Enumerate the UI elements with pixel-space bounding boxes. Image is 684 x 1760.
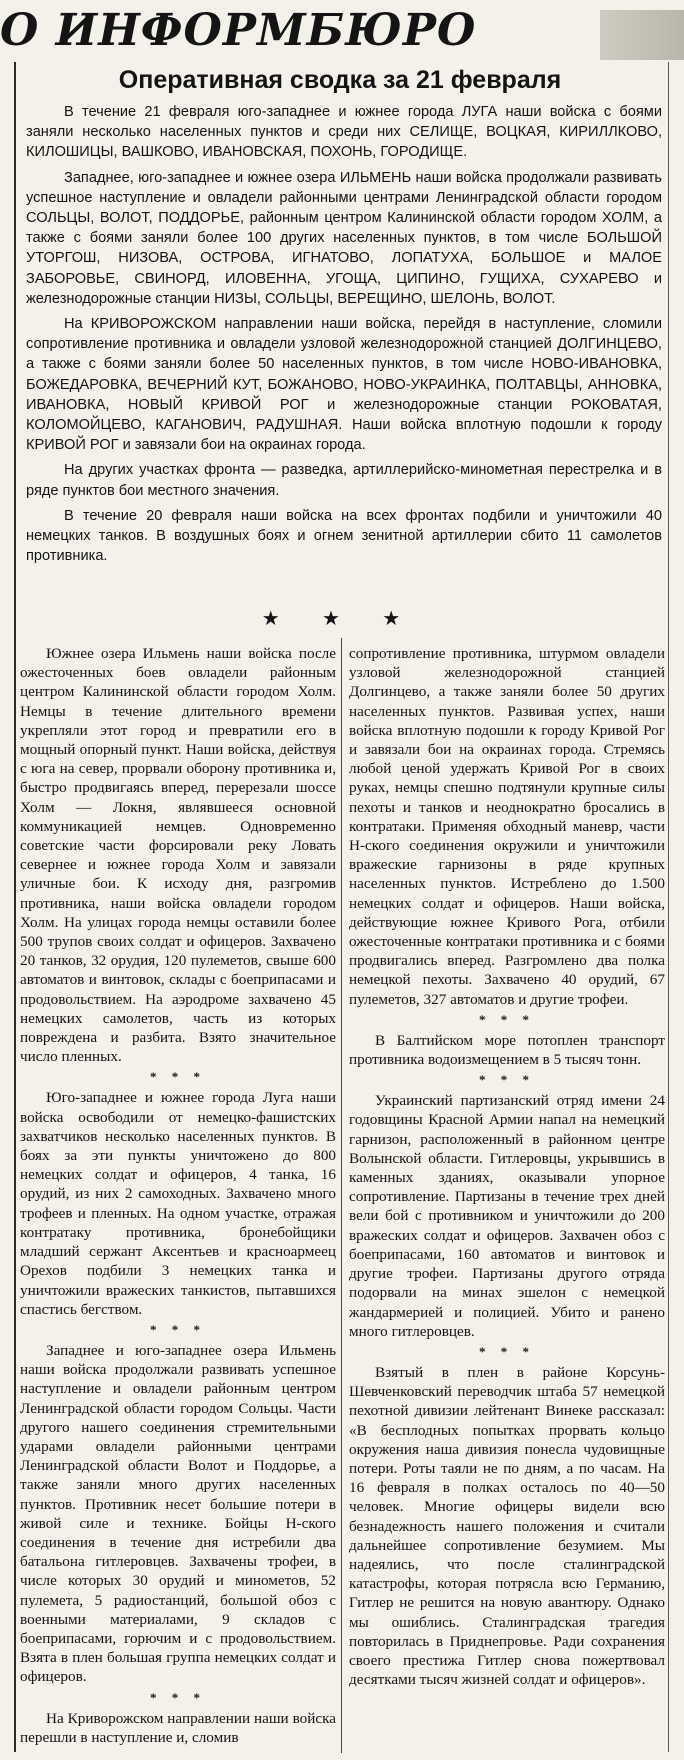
paragraph-separator: * * *	[479, 1343, 535, 1359]
column-rule-left	[14, 62, 16, 1752]
column-paragraph: Украинский партизанский отряд имени 24 годовщины Красной Армии напал на немецкий гарнизон, расположенный в районном центре Волынской области. Гитлеровцы, укрывшись в каменных зданиях, оказывали упорное сопротивление. Партизаны в течение трех дней вели бой с противником и уничтожили до 200 вражеских солдат и офицеров. Захвачен обоз с боеприпасами, 160 автоматов и винтовок и другие трофеи. Партизаны другого отряда подорвали на минах эшелон с немецкой жандармерией и полицией. Убито и ранено много гитлеровцев.	[349, 1092, 665, 1340]
summary-paragraph: В течение 20 февраля наши войска на всех фронтах подбили и уничтожили 40 немецких танков. В воздушных боях и огнем зенитной артиллерии сбито 11 самолетов противника.	[26, 507, 662, 565]
article-headline: Оперативная сводка за 21 февраля	[118, 66, 562, 94]
summary-paragraph: На КРИВОРОЖСКОМ направлении наши войска, перейдя в наступление, сломили сопротивление противника и овладели узловой железнодорожной станцией ДОЛГИНЦЕВО, а также с боями заняли более 50 населенных пунктов, в том числе НОВО-ИВАНОВКА, БОЖЕДАРОВКА, ВЕЧЕРНИЙ КУТ, БОЖАНОВО, НОВО-УКРАИНКА, ПОЛТАВЦЫ, АННОВКА, ИВАНОВКА, НОВЫЙ КРИВОЙ РОГ и железнодорожные станции РОКОВАТАЯ, КОЛОМОЙЦЕВО, КАГАНОВИЧ, РАДУШНАЯ. Наши войска вплотную подошли к городу КРИВОЙ РОГ и завязали бои на окраинах города.	[26, 316, 662, 454]
right-column	[349, 644, 665, 1689]
column-paragraph-continued: сопротивление противника, штурмом овладели узловой железнодорожной станцией Долгинцево, а также заняли более 50 других населенных пунктов. Развивая успех, наши войска вплотную подошли к городу Кривой Рог и завязали бои на окраинах города. Стремясь любой ценой удержать Кривой Рог в своих руках, немцы спешно подтянули крупные силы пехоты и танков и неоднократно бросались в контратаки. Применяя обходный маневр, части Н-ского соединения окружили и уничтожили вражеские гарнизоны в ряде крупных населенных пунктов. Истреблено до 1.500 немецких солдат и офицеров. Наши войска, действующие южнее Кривого Рога, отбили ожесточенные контратаки противника и с боями продвигались вперед. Разгромлено два полка немецкой пехоты. Захвачено 40 орудий, 67 пулеметов, 327 автоматов и другие трофеи.	[349, 645, 665, 1008]
column-rule-right	[668, 62, 669, 1752]
paragraph-separator: * * *	[150, 1689, 206, 1705]
masthead-title: О ИНФОРМБЮРО	[0, 5, 477, 56]
column-paragraph: Юго-западнее и южнее города Луга наши войска освободили от немецко-фашистских захватчиков несколько населенных пунктов. В боях за эти пункты уничтожено до 800 немецких солдат и офицеров, 4 танка, 16 орудий, из них 2 самоходных. Захвачено много трофеев и пленных. На одном участке, отражая контратаку противника, бронебойщики младший сержант Аксентьев и красноармеец Орехов подбили 3 немецких танка и уничтожили вражеских танкистов, пытавшихся спастись бегством.	[20, 1089, 336, 1318]
summary-paragraph: Западнее, юго-западнее и южнее озера ИЛЬМЕНЬ наши войска продолжали развивать успешное наступление и овладели районными центрами Ленинградской области городом СОЛЬЦЫ, ВОЛОТ, ПОДДОРЬЕ, районным центром Калининской области городом ХОЛМ, а также с боями заняли более 100 других населенных пунктов, в том числе БОЛЬШОЙ УТОРГОШ, НИЗОВА, ОСТРОВА, ИГНАТОВО, ЛОПАТУХА, БОЛЬШОЕ и МАЛОЕ ЗАБОРОВЬЕ, СВИНОРД, ИЛОВЕННА, УГОЩА, ЦИПИНО, ГУЩИХА, СУХАРЕВО и железнодорожные станции НИЗЫ, СОЛЬЦЫ, ВЕРЕЩИНО, ШЕЛОНЬ, ВОЛОТ.	[26, 169, 662, 307]
column-paragraph: На Криворожском направлении наши войска перешли в наступление и, сломив	[20, 1709, 336, 1746]
paragraph-separator: * * *	[150, 1069, 206, 1085]
column-paragraph: Южнее озера Ильмень наши войска после ожесточенных боев овладели районным центром Калининской области городом Холм. Немцы в течение длительного времени укрепляли этот город и превратили его в мощный опорный пункт. Наши войска, действуя с юга на север, прорвали оборону противника и, быстро продвигаясь вперед, перерезали шоссе Холм — Локня, являвшееся основной коммуникацией немцев. Одновременно советские части форсировали реку Ловать севернее и южнее города Холм и завязали уличные бои. К исходу дня, разгромив противника, наши войска овладели городом Холм. На улицах города немцы оставили более 500 трупов своих солдат и офицеров. Захвачено 20 танков, 32 орудия, 120 пулеметов, свыше 600 автоматов и винтовок, склады с боеприпасами и продовольствием. На аэродроме захвачено 45 немецких самолетов, часть из которых повреждена и разбита. Взято значительное число пленных.	[20, 645, 336, 1066]
paragraph-separator: * * *	[479, 1011, 535, 1027]
summary-paragraph: На других участках фронта — разведка, артиллерийско-минометная перестрелка и в ряде пунктов бои местного значения.	[26, 462, 662, 499]
left-column	[20, 644, 336, 1747]
summary-block	[26, 102, 662, 571]
column-rule-middle	[341, 638, 342, 1753]
column-paragraph: В Балтийском море потоплен транспорт противника водоизмещением в 5 тысяч тонн.	[349, 1031, 665, 1069]
column-paragraph: Взятый в плен в районе Корсунь-Шевченковский переводчик штаба 57 немецкой пехотной дивизии лейтенант Винеке рассказал: «В бесплодных попытках прорвать кольцо окружения наша дивизия понесла чудовищные потери. Роты таяли не по дням, а по часам. На 16 февраля в полках осталось по 40—50 человек. Многие офицеры видели всю безнадежность нашего положения и считали дальнейшее сопротивление безумием. Мы надеялись, что после сталинградской катастрофы, которая потрясла всю Германию, Гитлер не решится на новую авантюру. Однако мы ошиблись. Сталинградская трагедия повторилась в Приднепровье. Ради сохранения своего престижа Гитлер снова пожертвовал десятками тысяч жизней солдат и офицеров».	[349, 1363, 665, 1689]
paragraph-separator: * * *	[479, 1072, 535, 1088]
summary-paragraph: В течение 21 февраля юго-западнее и южнее города ЛУГА наши войска с боями заняли несколько населенных пунктов и среди них СЕЛИЩЕ, ВОЦКАЯ, КИРИЛЛКОВО, КИЛОШИЦЫ, ВАШКОВО, ИВАНОВСКАЯ, ПОХОНЬ, ГОРОДИЩЕ.	[26, 104, 662, 161]
section-stars: ★ ★ ★	[261, 606, 419, 630]
column-paragraph: Западнее и юго-западнее озера Ильмень наши войска продолжали развивать успешное наступление и овладели районным центром Ленинградской области городом Сольцы. Части другого нашего соединения стремительными ударами овладели районными центрами Ленинградской области Волот и Поддорье, а также заняли много других населенных пунктов. Противник несет большие потери в живой силе и технике. Бойцы Н-ского соединения в течение дня истребили два батальона гитлеровцев. Захвачены трофеи, в числе которых 30 орудий и минометов, 52 пулемета, 5 радиостанций, большой обоз с военными материалами, 9 складов с боеприпасами, горючим и с продовольствием. Взята в плен большая группа немецких солдат и офицеров.	[20, 1341, 336, 1686]
paragraph-separator: * * *	[150, 1321, 206, 1337]
masthead-right-block	[600, 10, 684, 60]
